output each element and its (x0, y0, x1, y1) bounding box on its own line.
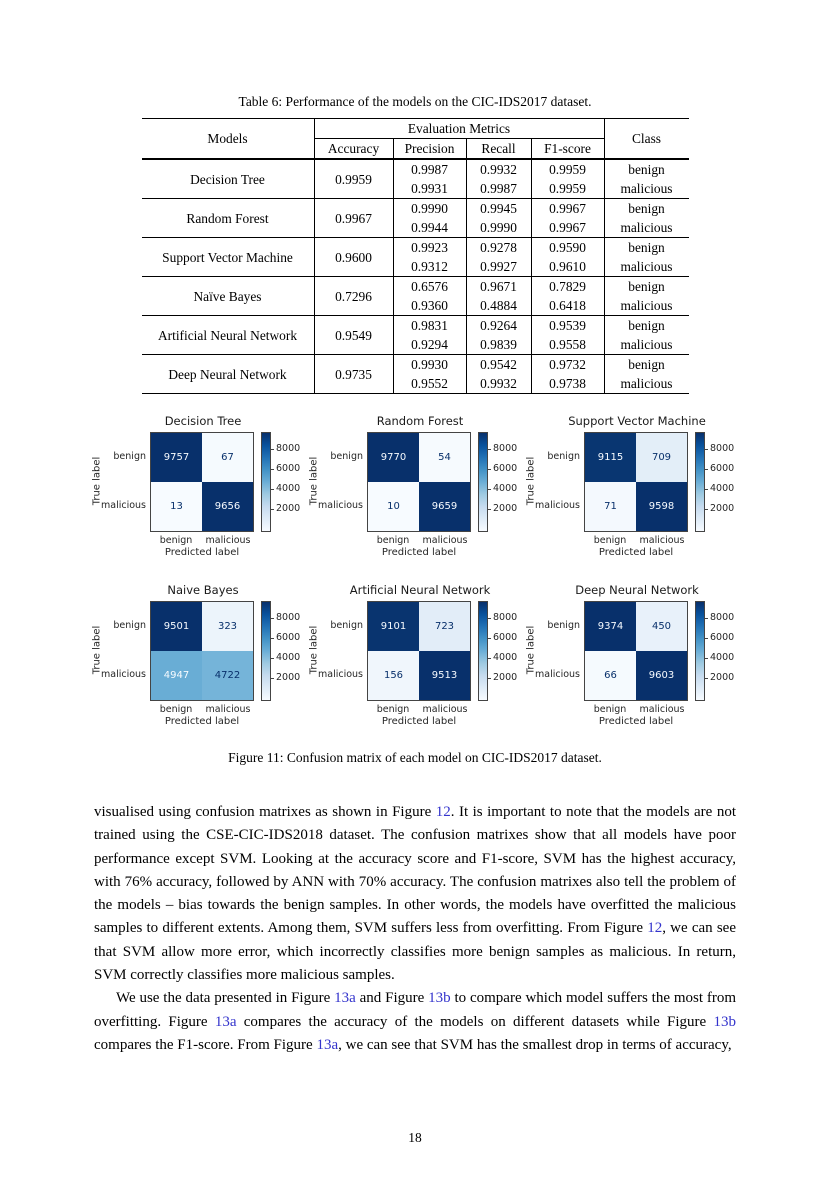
y-tick-malicious: malicious (101, 669, 146, 680)
y-tick-malicious: malicious (318, 669, 363, 680)
figure-12-link[interactable]: 12 (647, 920, 663, 937)
subplot-title: Deep Neural Network (575, 583, 699, 597)
cell-true-malicious-pred-malicious: 9603 (636, 651, 687, 700)
cell-true-malicious-pred-benign: 4947 (151, 651, 202, 700)
y-tick-malicious: malicious (535, 669, 580, 680)
x-tick-malicious: malicious (422, 704, 468, 715)
table-row (142, 159, 689, 179)
colorbar (695, 601, 705, 701)
colorbar-ticks (271, 601, 307, 699)
table6-caption: Table 6: Performance of the models on the CIC-IDS2017 dataset. (238, 94, 592, 109)
cell-true-malicious-pred-benign: 66 (585, 651, 636, 700)
y-axis-label: True label (525, 456, 537, 506)
colorbar-tick: 6000 (488, 464, 517, 474)
f1-value: 0.9732 (531, 355, 604, 375)
colorbar-tick: 8000 (705, 444, 734, 454)
body-text (94, 801, 736, 1057)
colorbar-tick: 8000 (271, 444, 300, 454)
y-tick-malicious: malicious (535, 500, 580, 511)
paragraph-text: to compare which model suffers the most from overfitting. Figure (94, 990, 736, 1030)
figure-row-2 (91, 583, 739, 727)
subplot-title: Support Vector Machine (568, 414, 706, 428)
precision-value: 0.9987 (393, 159, 466, 179)
figure-row-1 (91, 414, 739, 558)
precision-value: 0.9944 (393, 218, 466, 238)
class-value: benign (628, 357, 665, 372)
subplot-title: Decision Tree (164, 414, 242, 428)
y-axis-label: True label (525, 625, 537, 675)
table-row (142, 355, 689, 375)
colorbar (695, 432, 705, 532)
heatmap (150, 601, 254, 701)
x-tick-malicious: malicious (205, 704, 251, 715)
table-row (142, 316, 689, 336)
cell-true-malicious-pred-benign: 71 (585, 482, 636, 531)
model-name: Naïve Bayes (142, 277, 315, 316)
paragraph-2 (94, 987, 736, 1057)
f1-value: 0.9959 (531, 159, 604, 179)
col-header-f1-score: F1-score (531, 139, 604, 160)
figure-13b-link[interactable]: 13b (428, 990, 451, 1007)
paragraph-text: and Figure (355, 990, 429, 1007)
colorbar-tick: 2000 (705, 504, 734, 514)
precision-value: 0.9360 (393, 296, 466, 316)
class-value: benign (628, 279, 665, 294)
f1-value: 0.9590 (531, 238, 604, 258)
x-tick-benign: benign (376, 704, 410, 715)
subplot-title: Naive Bayes (167, 583, 239, 597)
cell-true-malicious-pred-benign: 13 (151, 482, 202, 531)
f1-value: 0.9610 (531, 257, 604, 277)
col-header-accuracy: Accuracy (314, 139, 393, 160)
paragraph-1 (94, 801, 736, 987)
class-value: benign (628, 201, 665, 216)
paragraph-text: We use the data presented in Figure (116, 990, 335, 1007)
cell-true-benign-pred-benign: 9374 (585, 602, 636, 651)
colorbar-tick: 2000 (271, 504, 300, 514)
accuracy-value: 0.9735 (314, 355, 393, 394)
cell-true-benign-pred-malicious: 323 (202, 602, 253, 651)
figure11-confusion-matrices (91, 414, 739, 727)
accuracy-value: 0.9967 (314, 199, 393, 238)
recall-value: 0.9987 (466, 179, 531, 199)
x-tick-malicious: malicious (205, 535, 251, 546)
x-tick-malicious: malicious (639, 704, 685, 715)
colorbar-ticks (488, 601, 524, 699)
cell-true-benign-pred-benign: 9770 (368, 433, 419, 482)
heatmap (367, 601, 471, 701)
recall-value: 0.9990 (466, 218, 531, 238)
colorbar-ticks (271, 432, 307, 530)
x-tick-malicious: malicious (422, 535, 468, 546)
table-row (142, 199, 689, 219)
cell-true-benign-pred-malicious: 67 (202, 433, 253, 482)
recall-value: 0.9945 (466, 199, 531, 219)
class-value: malicious (604, 335, 689, 355)
y-axis-label: True label (91, 456, 103, 506)
x-axis-label: Predicted label (381, 547, 457, 558)
colorbar (478, 601, 488, 701)
y-tick-benign: benign (113, 451, 146, 462)
confusion-matrix-svm (525, 414, 739, 558)
x-tick-benign: benign (593, 704, 627, 715)
y-tick-malicious: malicious (318, 500, 363, 511)
recall-value: 0.9671 (466, 277, 531, 297)
col-header-class: Class (604, 119, 689, 160)
paragraph-text: , we can see that SVM allow more error, which incorrectly classifies more benign samples as malicious. In return, SVM correctly classifies more malicious samples. (94, 920, 736, 984)
accuracy-value: 0.9549 (314, 316, 393, 355)
cell-true-benign-pred-benign: 9501 (151, 602, 202, 651)
class-value: malicious (604, 218, 689, 238)
class-value: malicious (604, 257, 689, 277)
x-axis-label: Predicted label (598, 716, 674, 727)
cell-true-malicious-pred-malicious: 9598 (636, 482, 687, 531)
colorbar-tick: 4000 (488, 653, 517, 663)
x-tick-malicious: malicious (639, 535, 685, 546)
colorbar-tick: 6000 (705, 633, 734, 643)
subplot-title: Artificial Neural Network (349, 583, 491, 597)
col-header-recall: Recall (466, 139, 531, 160)
recall-value: 0.4884 (466, 296, 531, 316)
x-tick-benign: benign (159, 704, 193, 715)
accuracy-value: 0.9959 (314, 159, 393, 199)
class-value: malicious (604, 296, 689, 316)
colorbar-tick: 4000 (705, 484, 734, 494)
colorbar-tick: 4000 (488, 484, 517, 494)
paragraph-text: visualised using confusion matrixes as shown in Figure (94, 804, 436, 820)
y-tick-benign: benign (113, 620, 146, 631)
precision-value: 0.9312 (393, 257, 466, 277)
heatmap (150, 432, 254, 532)
colorbar (261, 432, 271, 532)
precision-value: 0.6576 (393, 277, 466, 297)
model-name: Artificial Neural Network (142, 316, 315, 355)
colorbar-tick: 2000 (488, 504, 517, 514)
f1-value: 0.9959 (531, 179, 604, 199)
precision-value: 0.9990 (393, 199, 466, 219)
cell-true-benign-pred-benign: 9101 (368, 602, 419, 651)
confusion-matrix-ann (308, 583, 522, 727)
accuracy-value: 0.7296 (314, 277, 393, 316)
cell-true-malicious-pred-malicious: 9656 (202, 482, 253, 531)
colorbar-ticks (705, 601, 741, 699)
class-value: malicious (620, 376, 673, 391)
x-tick-benign: benign (593, 535, 627, 546)
model-name: Decision Tree (142, 159, 315, 199)
col-header-evaluation-metrics: Evaluation Metrics (314, 119, 604, 139)
colorbar (478, 432, 488, 532)
table-row (142, 238, 689, 258)
f1-value: 0.9558 (531, 335, 604, 355)
f1-value: 0.9539 (531, 316, 604, 336)
precision-value: 0.9552 (393, 374, 466, 394)
colorbar-ticks (705, 432, 741, 530)
heatmap (367, 432, 471, 532)
precision-value: 0.9931 (393, 179, 466, 199)
colorbar-tick: 4000 (271, 484, 300, 494)
colorbar-tick: 6000 (705, 464, 734, 474)
page-number: 18 (408, 1130, 422, 1145)
confusion-matrix-dnn (525, 583, 739, 727)
heatmap (584, 601, 688, 701)
colorbar-tick: 6000 (271, 633, 300, 643)
precision-value: 0.9831 (393, 316, 466, 336)
recall-value: 0.9264 (466, 316, 531, 336)
model-name: Random Forest (142, 199, 315, 238)
model-name: Support Vector Machine (142, 238, 315, 277)
precision-value: 0.9930 (393, 355, 466, 375)
figure-12-link[interactable]: 12 (435, 804, 451, 820)
colorbar (261, 601, 271, 701)
recall-value: 0.9932 (466, 159, 531, 179)
cell-true-benign-pred-malicious: 450 (636, 602, 687, 651)
colorbar-tick: 6000 (488, 633, 517, 643)
cell-true-benign-pred-malicious: 54 (419, 433, 470, 482)
recall-value: 0.9927 (466, 257, 531, 277)
cell-true-benign-pred-malicious: 709 (636, 433, 687, 482)
cell-true-malicious-pred-benign: 156 (368, 651, 419, 700)
paragraph-text: . It is important to note that the models are not trained using the CSE-CIC-IDS2018 dataset. The confusion matrixes show that all models have poor performance except SVM. Looking at the accuracy score and F1-score, SVM has the highest accuracy, with 76% accuracy, followed by ANN with 70% accuracy. The confusion matrixes also tell the problem of the models – bias towards the benign samples. In other words, the models have overfitted the malicious samples to different extents. Among them, SVM suffers less from overfitting. From Figure (94, 804, 736, 937)
cell-true-benign-pred-benign: 9757 (151, 433, 202, 482)
recall-value: 0.9932 (466, 374, 531, 394)
confusion-matrix-naive-bayes (91, 583, 305, 727)
x-tick-benign: benign (376, 535, 410, 546)
colorbar-tick: 4000 (705, 653, 734, 663)
f1-value: 0.7829 (531, 277, 604, 297)
y-axis-label: True label (91, 625, 103, 675)
class-value: malicious (604, 179, 689, 199)
table6-performance (142, 118, 689, 394)
paragraph-text: compares the F1-score. From Figure (94, 1036, 317, 1053)
recall-value: 0.9839 (466, 335, 531, 355)
subplot-title: Random Forest (376, 414, 464, 428)
class-value: benign (628, 162, 665, 177)
y-tick-malicious: malicious (101, 500, 146, 511)
col-header-models: Models (142, 119, 315, 160)
figure-13b-link[interactable]: 13b (713, 1013, 736, 1030)
cell-true-malicious-pred-malicious: 9513 (419, 651, 470, 700)
y-tick-benign: benign (547, 620, 580, 631)
figure11-caption: Figure 11: Confusion matrix of each model on CIC-IDS2017 dataset. (228, 750, 602, 765)
f1-value: 0.9967 (531, 199, 604, 219)
y-axis-label: True label (308, 625, 320, 675)
colorbar-tick: 2000 (705, 673, 734, 683)
paragraph-text: compares the accuracy of the models on different datasets while Figure (236, 1013, 714, 1030)
accuracy-value: 0.9600 (314, 238, 393, 277)
recall-value: 0.9542 (466, 355, 531, 375)
precision-value: 0.9294 (393, 335, 466, 355)
figure-13a-link[interactable]: 13a (316, 1036, 339, 1053)
y-tick-benign: benign (330, 451, 363, 462)
f1-value: 0.9738 (531, 374, 604, 394)
paragraph-text: , we can see that SVM has the smallest drop in terms of accuracy, (338, 1036, 732, 1053)
x-axis-label: Predicted label (164, 716, 240, 727)
colorbar-ticks (488, 432, 524, 530)
y-tick-benign: benign (330, 620, 363, 631)
cell-true-benign-pred-benign: 9115 (585, 433, 636, 482)
figure-13a-link[interactable]: 13a (334, 990, 356, 1007)
cell-true-benign-pred-malicious: 723 (419, 602, 470, 651)
class-value: benign (628, 240, 665, 255)
confusion-matrix-random-forest (308, 414, 522, 558)
class-value: benign (628, 318, 665, 333)
table-row (142, 277, 689, 297)
x-axis-label: Predicted label (381, 716, 457, 727)
precision-value: 0.9923 (393, 238, 466, 258)
colorbar-tick: 4000 (271, 653, 300, 663)
recall-value: 0.9278 (466, 238, 531, 258)
confusion-matrix-decision-tree (91, 414, 305, 558)
x-axis-label: Predicted label (164, 547, 240, 558)
f1-value: 0.9967 (531, 218, 604, 238)
colorbar-tick: 2000 (488, 673, 517, 683)
f1-value: 0.6418 (531, 296, 604, 316)
x-axis-label: Predicted label (598, 547, 674, 558)
colorbar-tick: 8000 (271, 613, 300, 623)
colorbar-tick: 8000 (488, 613, 517, 623)
cell-true-malicious-pred-malicious: 4722 (202, 651, 253, 700)
col-header-precision: Precision (393, 139, 466, 160)
cell-true-malicious-pred-benign: 10 (368, 482, 419, 531)
y-axis-label: True label (308, 456, 320, 506)
colorbar-tick: 6000 (271, 464, 300, 474)
colorbar-tick: 8000 (705, 613, 734, 623)
heatmap (584, 432, 688, 532)
model-name: Deep Neural Network (142, 355, 315, 394)
cell-true-malicious-pred-malicious: 9659 (419, 482, 470, 531)
x-tick-benign: benign (159, 535, 193, 546)
y-tick-benign: benign (547, 451, 580, 462)
colorbar-tick: 8000 (488, 444, 517, 454)
figure-13a-link[interactable]: 13a (214, 1013, 237, 1030)
colorbar-tick: 2000 (271, 673, 300, 683)
